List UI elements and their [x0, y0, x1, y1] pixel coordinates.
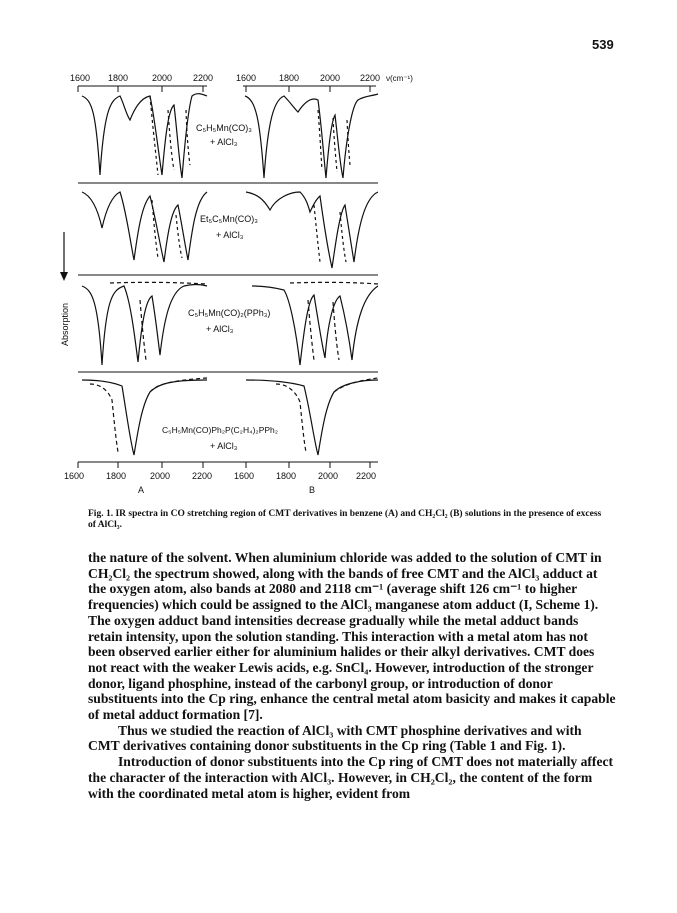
bottom-axis-label: 2000 [318, 471, 339, 481]
bottom-axis-label: 1800 [106, 471, 127, 481]
top-axis [78, 86, 376, 92]
body-text [88, 550, 616, 801]
compound-reagent: + AlCl₃ [216, 230, 244, 240]
figure-caption: Fig. 1. IR spectra in CO stretching region of CMT derivatives in benzene (A) and CH₂Cl₂ (B) solutions in the presence of excess of AlCl₃. [88, 509, 602, 530]
bottom-axis-label: 1600 [64, 471, 85, 481]
top-axis-label: 1600 [236, 73, 257, 83]
compound-formula: C₅H₅Mn(CO)₃ [196, 123, 252, 133]
top-axis-label: 1800 [108, 73, 129, 83]
bottom-axis-label: 1800 [276, 471, 297, 481]
bottom-axis-label: 2000 [150, 471, 171, 481]
top-axis-label: 2200 [360, 73, 381, 83]
paragraph: Thus we studied the reaction of AlCl₃ with CMT phosphine derivatives and with CMT derivatives containing donor substituents in the Cp ring (Table 1 and Fig. 1). [88, 722, 582, 754]
spectrum-curve-dashed [90, 378, 207, 452]
compound-reagent: + AlCl₃ [210, 137, 238, 147]
bottom-axis-label: 2200 [356, 471, 377, 481]
spectrum-panel-1 [82, 94, 378, 178]
spectrum-curve [82, 192, 207, 262]
top-axis-label: 2200 [193, 73, 214, 83]
paragraph: Introduction of donor substituents into the Cp ring of CMT does not materially affect the character of the interaction with AlCl₃. However, in CH₂Cl₂, the content of the form with the coordinated metal atom is higher, evident from [88, 754, 614, 801]
compound-formula: C₅H₅Mn(CO)₂(PPh₃) [188, 308, 271, 318]
spectrum-curve [82, 380, 207, 455]
panel-separators [78, 183, 378, 462]
y-axis-arrow [60, 232, 68, 281]
top-axis-label: 1800 [279, 73, 300, 83]
spectrum-curve-dashed [290, 282, 378, 360]
compound-reagent: + AlCl₃ [210, 441, 238, 451]
bottom-axis [78, 462, 370, 468]
spectrum-curve-dashed [152, 200, 182, 258]
page-number: 539 [592, 37, 614, 52]
spectrum-curve-dashed [276, 378, 378, 452]
panel-label-b: B [309, 485, 316, 495]
spectrum-curve [246, 380, 378, 455]
top-axis-label: 2000 [320, 73, 341, 83]
compound-formula: C₅H₅Mn(CO)Ph₂P(C₂H₄)₂PPh₂ [162, 425, 279, 435]
spectrum-curve-dashed [110, 282, 207, 360]
spectrum-curve [252, 286, 378, 365]
bottom-axis-label: 1600 [234, 471, 255, 481]
y-axis-label: Absorption [60, 302, 70, 346]
spectrum-curve [82, 94, 207, 178]
top-axis-unit: ν(cm⁻¹) [386, 74, 413, 83]
spectrum-curve [246, 192, 378, 268]
compound-formula: Et₅C₅Mn(CO)₃ [200, 214, 258, 224]
bottom-axis-label: 2200 [192, 471, 213, 481]
paragraph: the nature of the solvent. When aluminium chloride was added to the solution of CMT in CH₂Cl₂ the spectrum showed, along with the bands of free CMT and the AlCl₃ adduct at the oxygen atom, also bands at 2080 and 2118 cm⁻¹ (average shift 126 cm⁻¹ to higher frequencies) which could be assigned to the AlCl₃ manganese atom adduct (I, Scheme 1). The oxygen adduct band intensities decrease gradually while the metal adduct bands retain intensity, upon the solution standing. This interaction with a metal atom has not been observed earlier either for aluminium halides or their alkyl derivatives. CMT does not react with the weaker Lewis acids, e.g. SnCl₄. However, introduction of the stronger donor, ligand phosphine, instead of the carbonyl group, or introduction of donor substituents into the Cp ring, enhance the central metal atom basicity and makes it capable of metal adduct formation [7]. [88, 550, 616, 723]
spectrum-curve [245, 94, 378, 178]
compound-reagent: + AlCl₃ [206, 324, 234, 334]
panel-label-a: A [138, 485, 145, 495]
top-axis-label: 2000 [152, 73, 173, 83]
top-axis-label: 1600 [70, 73, 91, 83]
